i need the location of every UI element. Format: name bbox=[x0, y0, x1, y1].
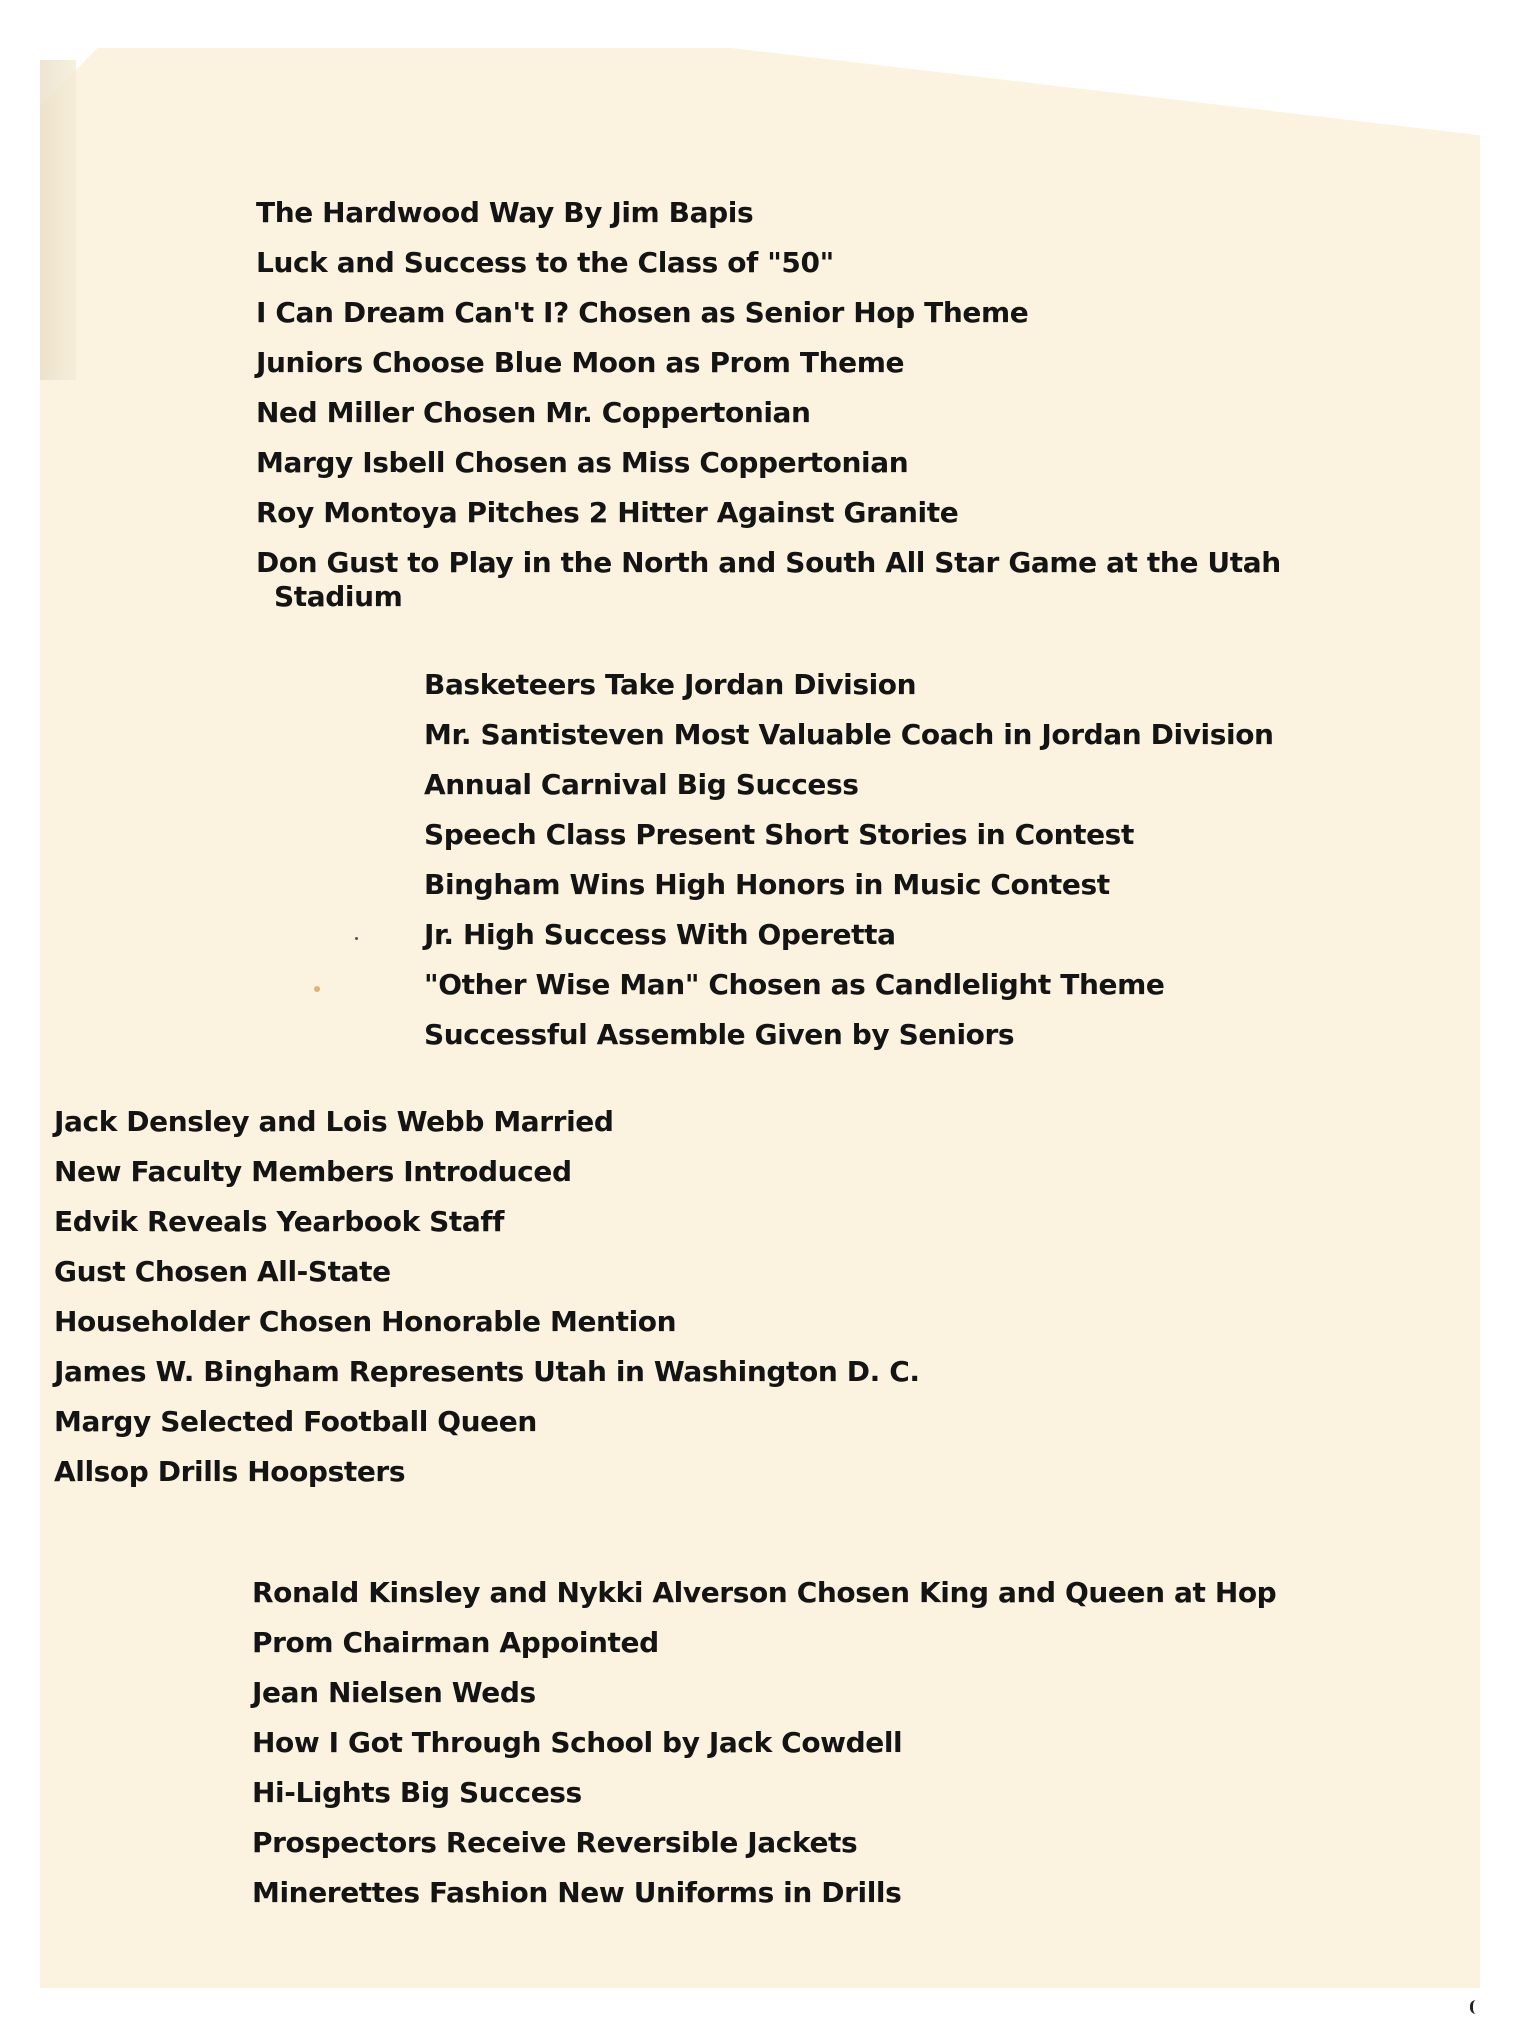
headline: Minerettes Fashion New Uniforms in Drills bbox=[252, 1876, 902, 1909]
headline: The Hardwood Way By Jim Bapis bbox=[256, 196, 754, 229]
headline: Juniors Choose Blue Moon as Prom Theme bbox=[256, 346, 905, 379]
headline: Speech Class Present Short Stories in Contest bbox=[424, 818, 1134, 851]
headline: I Can Dream Can't I? Chosen as Senior Hop Theme bbox=[256, 296, 1029, 329]
headline: Allsop Drills Hoopsters bbox=[54, 1455, 406, 1488]
headline: Ronald Kinsley and Nykki Alverson Chosen King and Queen at Hop bbox=[252, 1576, 1277, 1609]
stain-speck bbox=[314, 986, 320, 992]
headline: Don Gust to Play in the North and South All Star Game at the Utah bbox=[256, 546, 1281, 579]
torn-paper-edge bbox=[40, 60, 76, 380]
headline: Luck and Success to the Class of "50" bbox=[256, 246, 834, 279]
headline: Prom Chairman Appointed bbox=[252, 1626, 659, 1659]
headline: New Faculty Members Introduced bbox=[54, 1155, 572, 1188]
headline: Mr. Santisteven Most Valuable Coach in Jordan Division bbox=[424, 718, 1274, 751]
headline: Annual Carnival Big Success bbox=[424, 768, 859, 801]
headline-list-1 bbox=[256, 196, 1281, 630]
headline-continuation: Stadium bbox=[274, 580, 403, 613]
headline: Jack Densley and Lois Webb Married bbox=[54, 1105, 614, 1138]
headline: Householder Chosen Honorable Mention bbox=[54, 1305, 677, 1338]
headline: Roy Montoya Pitches 2 Hitter Against Granite bbox=[256, 496, 959, 529]
headline: James W. Bingham Represents Utah in Washington D. C. bbox=[54, 1355, 920, 1388]
headline: Margy Selected Football Queen bbox=[54, 1405, 537, 1438]
headline: "Other Wise Man" Chosen as Candlelight Theme bbox=[424, 968, 1165, 1001]
headline-list-3 bbox=[54, 1105, 920, 1505]
ink-speck bbox=[355, 937, 358, 940]
headline: Hi-Lights Big Success bbox=[252, 1776, 582, 1809]
headline: Prospectors Receive Reversible Jackets bbox=[252, 1826, 858, 1859]
headline: Jr. High Success With Operetta bbox=[424, 918, 896, 951]
page-corner-mark bbox=[1470, 2000, 1479, 2014]
headline: Margy Isbell Chosen as Miss Coppertonian bbox=[256, 446, 909, 479]
headline: Gust Chosen All-State bbox=[54, 1255, 391, 1288]
headline: Ned Miller Chosen Mr. Coppertonian bbox=[256, 396, 811, 429]
headline: Basketeers Take Jordan Division bbox=[424, 668, 917, 701]
headline: Jean Nielsen Weds bbox=[252, 1676, 536, 1709]
headline: Edvik Reveals Yearbook Staff bbox=[54, 1205, 504, 1238]
headline: Bingham Wins High Honors in Music Contest bbox=[424, 868, 1110, 901]
headline-list-4 bbox=[252, 1576, 1276, 1926]
headline: How I Got Through School by Jack Cowdell bbox=[252, 1726, 903, 1759]
headline-list-2 bbox=[424, 668, 1274, 1068]
headline: Successful Assemble Given by Seniors bbox=[424, 1018, 1015, 1051]
